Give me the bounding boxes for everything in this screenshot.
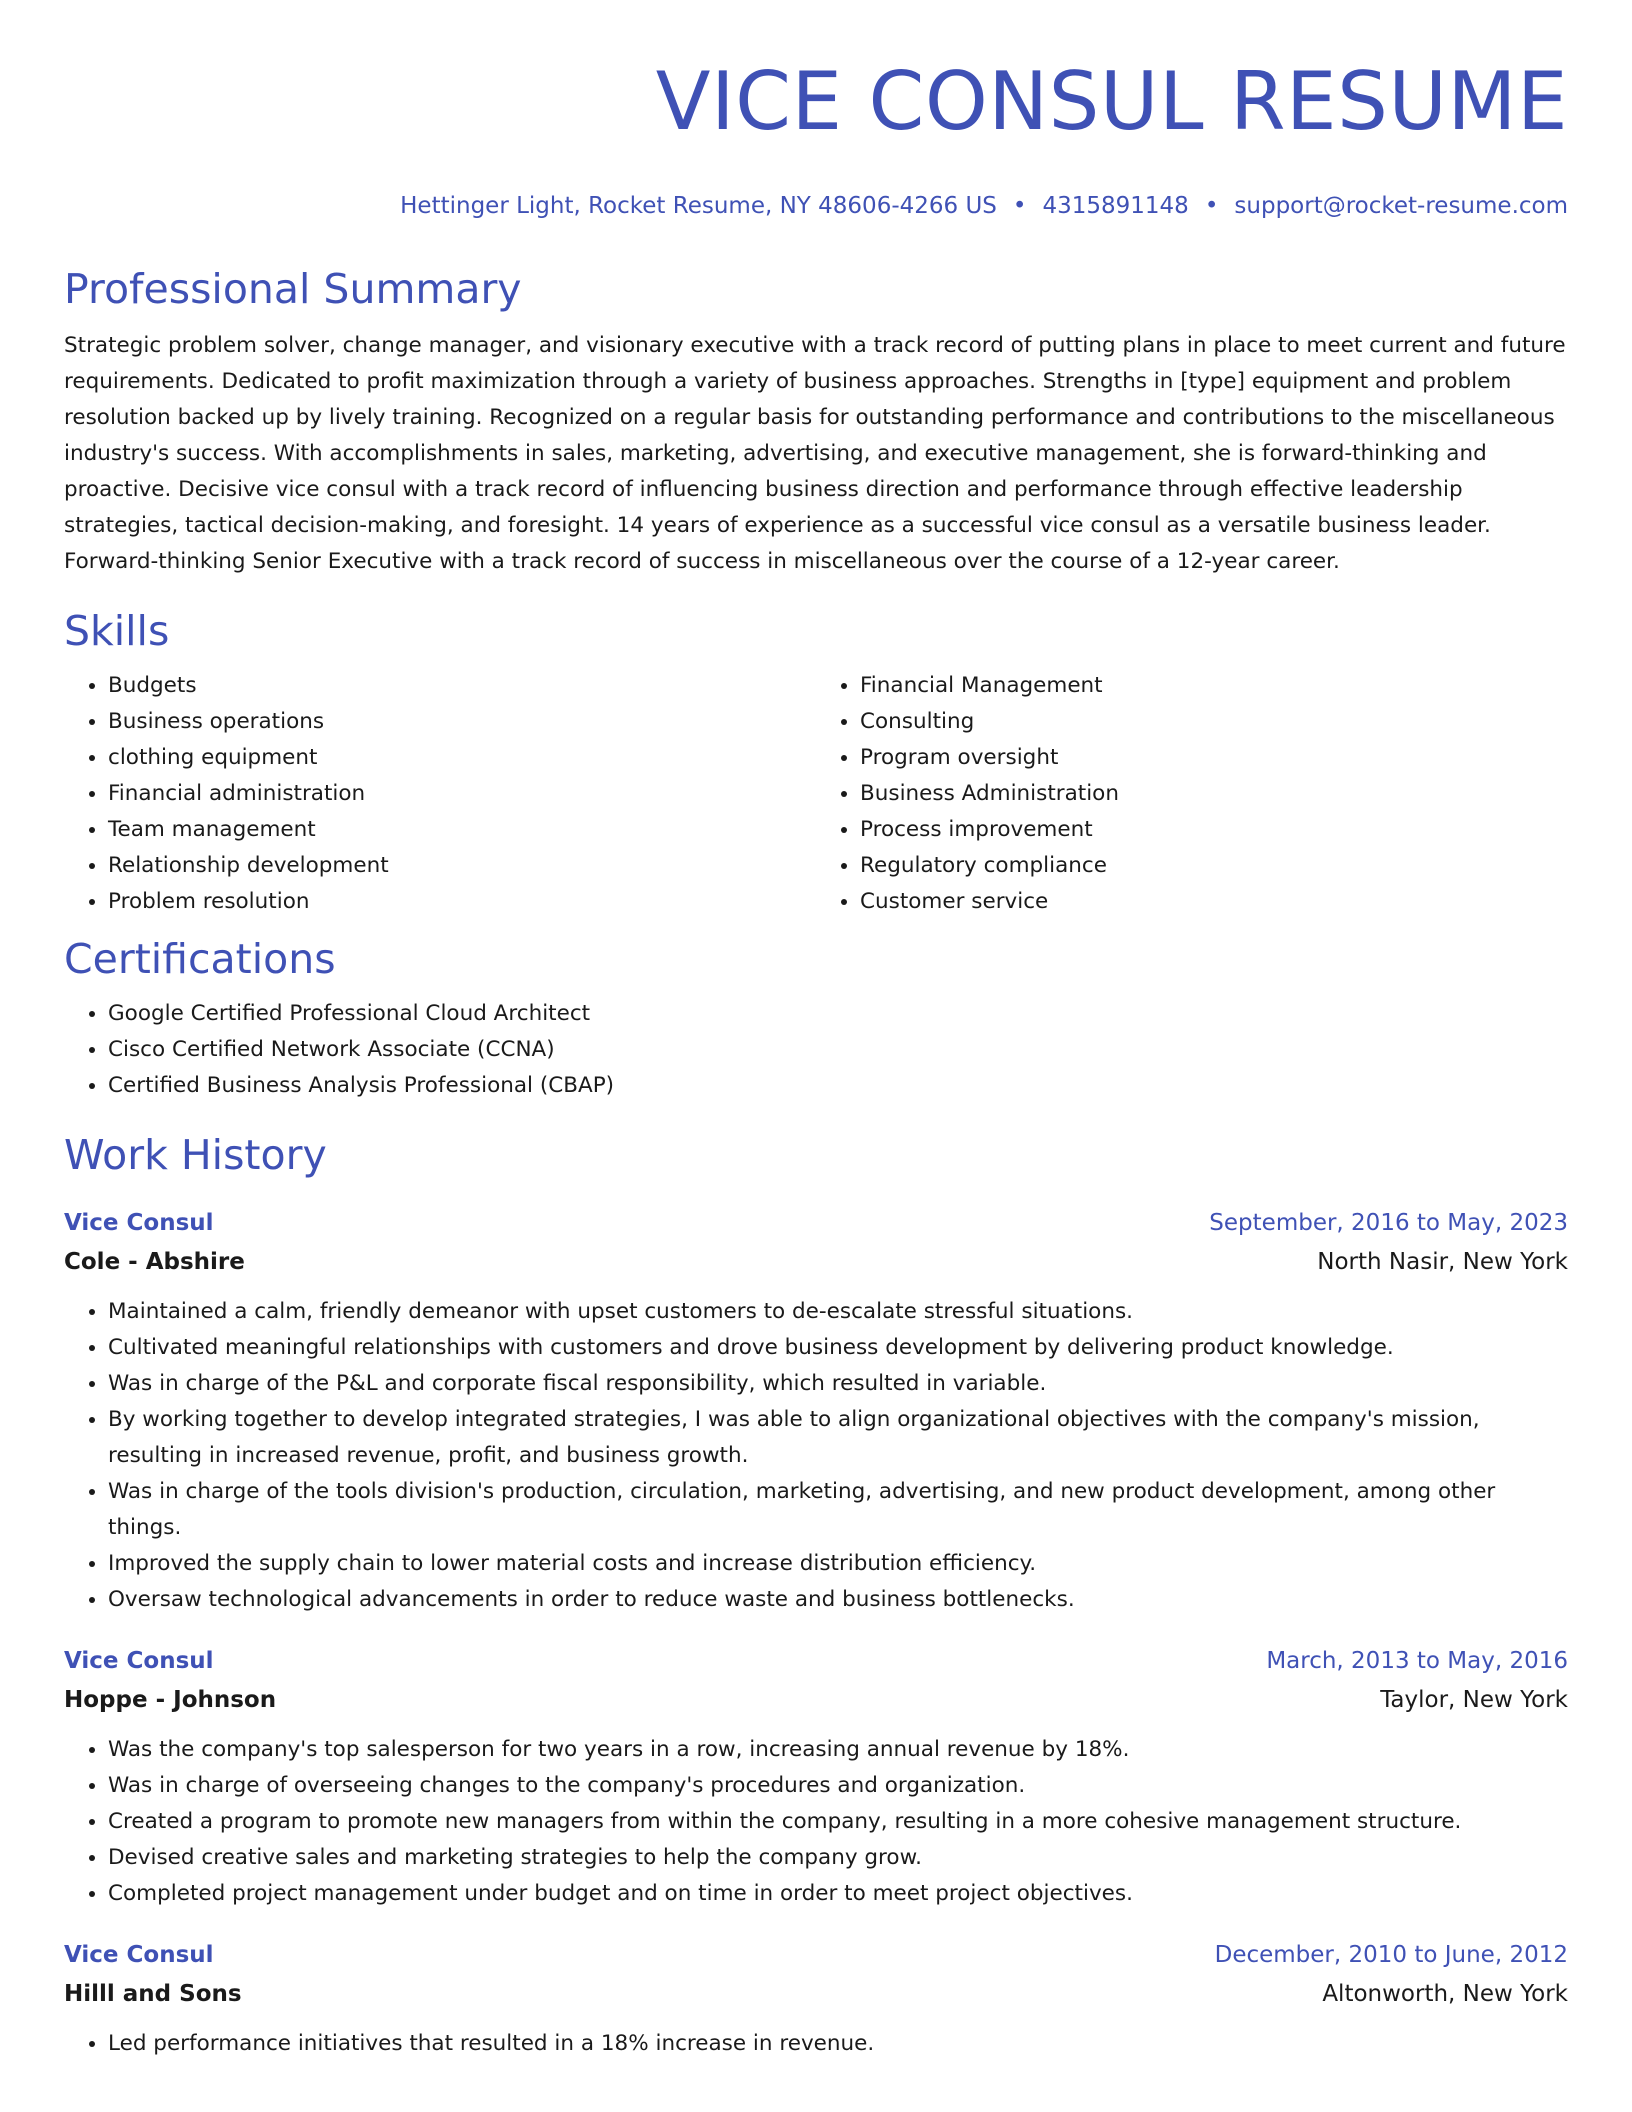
- certifications-heading: Certifications: [64, 935, 336, 983]
- job-title: Vice Consul: [64, 1942, 214, 1968]
- job-dates: September, 2016 to May, 2023: [1209, 1210, 1568, 1236]
- job-dates: December, 2010 to June, 2012: [1214, 1942, 1568, 1968]
- job-bullet: • Maintained a calm, friendly demeanor with upset customers to de-escalate stressful situations.: [108, 1294, 1568, 1330]
- summary-text: Strategic problem solver, change manager, and visionary executive with a track record of putting plans in place to meet current and future requirements. Dedicated to profit maximization through a variety of business approaches. Strengths in [type] equipment and problem resolution backed up by lively training. Recognized on a regular basis for outstanding performance and contributions to the miscellaneous industry's success. With accomplishments in sales, marketing, advertising, and executive management, she is forward-thinking and proactive. Decisive vice consul with a track record of influencing business direction and performance through effective leadership strategies, tactical decision-making, and foresight. 14 years of experience as a successful vice consul as a versatile business leader. Forward-thinking Senior Executive with a track record of success in miscellaneous over the course of a 12-year career.: [64, 333, 1566, 574]
- skill-item: • Relationship development: [108, 848, 816, 884]
- job-bullet: • Was in charge of overseeing changes to the company's procedures and organization.: [108, 1768, 1568, 1804]
- skill-item: • Process improvement: [860, 812, 1568, 848]
- job-title: Vice Consul: [64, 1210, 214, 1236]
- skill-item: • Business operations: [108, 704, 816, 740]
- skill-item: • Regulatory compliance: [860, 848, 1568, 884]
- skill-item: • Financial administration: [108, 776, 816, 812]
- contact-phone: 4315891148: [1042, 193, 1189, 219]
- certification-item: • Google Certified Professional Cloud Architect: [108, 996, 1568, 1032]
- job-company: Hilll and Sons: [64, 1981, 242, 2007]
- job-location: North Nasir, New York: [1317, 1249, 1568, 1275]
- job-company-row: [64, 1242, 1568, 1282]
- job-title-row: [64, 1204, 1568, 1242]
- job-entry: [64, 1204, 1568, 1618]
- job-bullet: • Created a program to promote new managers from within the company, resulting in a more cohesive management structure.: [108, 1804, 1568, 1840]
- skill-item: • Consulting: [860, 704, 1568, 740]
- skill-item: • Program oversight: [860, 740, 1568, 776]
- job-location: Altonworth, New York: [1322, 1981, 1568, 2007]
- job-bullet: • Improved the supply chain to lower material costs and increase distribution efficiency.: [108, 1546, 1568, 1582]
- job-entry: [64, 1936, 1568, 2062]
- job-bullet: • Led performance initiatives that resulted in a 18% increase in revenue.: [108, 2026, 1568, 2062]
- contact-address: Hettinger Light, Rocket Resume, NY 48606-4266 US: [400, 193, 997, 219]
- job-company: Cole - Abshire: [64, 1249, 245, 1275]
- contact-separator: •: [1204, 193, 1219, 219]
- job-title: Vice Consul: [64, 1648, 214, 1674]
- job-dates: March, 2013 to May, 2016: [1266, 1648, 1568, 1674]
- job-bullet: • By working together to develop integrated strategies, I was able to align organizational objectives with the company's mission, resulting in increased revenue, profit, and business growth.: [108, 1402, 1568, 1474]
- contact-line: [64, 190, 1568, 222]
- job-location: Taylor, New York: [1380, 1687, 1568, 1713]
- skill-item: • clothing equipment: [108, 740, 816, 776]
- certifications-list: [64, 996, 1568, 1104]
- skills-columns: [64, 668, 1568, 920]
- job-title-row: [64, 1936, 1568, 1974]
- job-bullets: [64, 1732, 1568, 1912]
- certification-item: • Cisco Certified Network Associate (CCNA): [108, 1032, 1568, 1068]
- job-bullet: • Was the company's top salesperson for two years in a row, increasing annual revenue by 18%.: [108, 1732, 1568, 1768]
- skill-item: • Business Administration: [860, 776, 1568, 812]
- certification-item: • Certified Business Analysis Professional (CBAP): [108, 1068, 1568, 1104]
- contact-separator: •: [1012, 193, 1027, 219]
- skill-item: • Financial Management: [860, 668, 1568, 704]
- job-bullet: • Oversaw technological advancements in order to reduce waste and business bottlenecks.: [108, 1582, 1568, 1618]
- contact-email[interactable]: support@rocket-resume.com: [1234, 193, 1568, 219]
- job-company-row: [64, 1974, 1568, 2014]
- resume-title: VICE CONSUL RESUME: [655, 55, 1568, 148]
- job-bullet: • Completed project management under budget and on time in order to meet project objectives.: [108, 1876, 1568, 1912]
- job-title-row: [64, 1642, 1568, 1680]
- summary-heading: Professional Summary: [64, 265, 522, 313]
- job-bullet: • Was in charge of the tools division's production, circulation, marketing, advertising, and new product development, among other things.: [108, 1474, 1568, 1546]
- job-bullets: [64, 1294, 1568, 1618]
- skill-item: • Budgets: [108, 668, 816, 704]
- skills-heading: Skills: [64, 607, 170, 655]
- skill-item: • Problem resolution: [108, 884, 816, 920]
- job-bullet: • Was in charge of the P&L and corporate fiscal responsibility, which resulted in variable.: [108, 1366, 1568, 1402]
- job-company: Hoppe - Johnson: [64, 1687, 277, 1713]
- skills-list-left: [64, 668, 816, 920]
- work-history-heading: Work History: [64, 1131, 327, 1179]
- job-company-row: [64, 1680, 1568, 1720]
- job-bullets: [64, 2026, 1568, 2062]
- job-bullet: • Devised creative sales and marketing strategies to help the company grow.: [108, 1840, 1568, 1876]
- job-bullet: • Cultivated meaningful relationships with customers and drove business development by delivering product knowledge.: [108, 1330, 1568, 1366]
- skills-list-right: [816, 668, 1568, 920]
- job-entry: [64, 1642, 1568, 1912]
- skill-item: • Customer service: [860, 884, 1568, 920]
- skill-item: • Team management: [108, 812, 816, 848]
